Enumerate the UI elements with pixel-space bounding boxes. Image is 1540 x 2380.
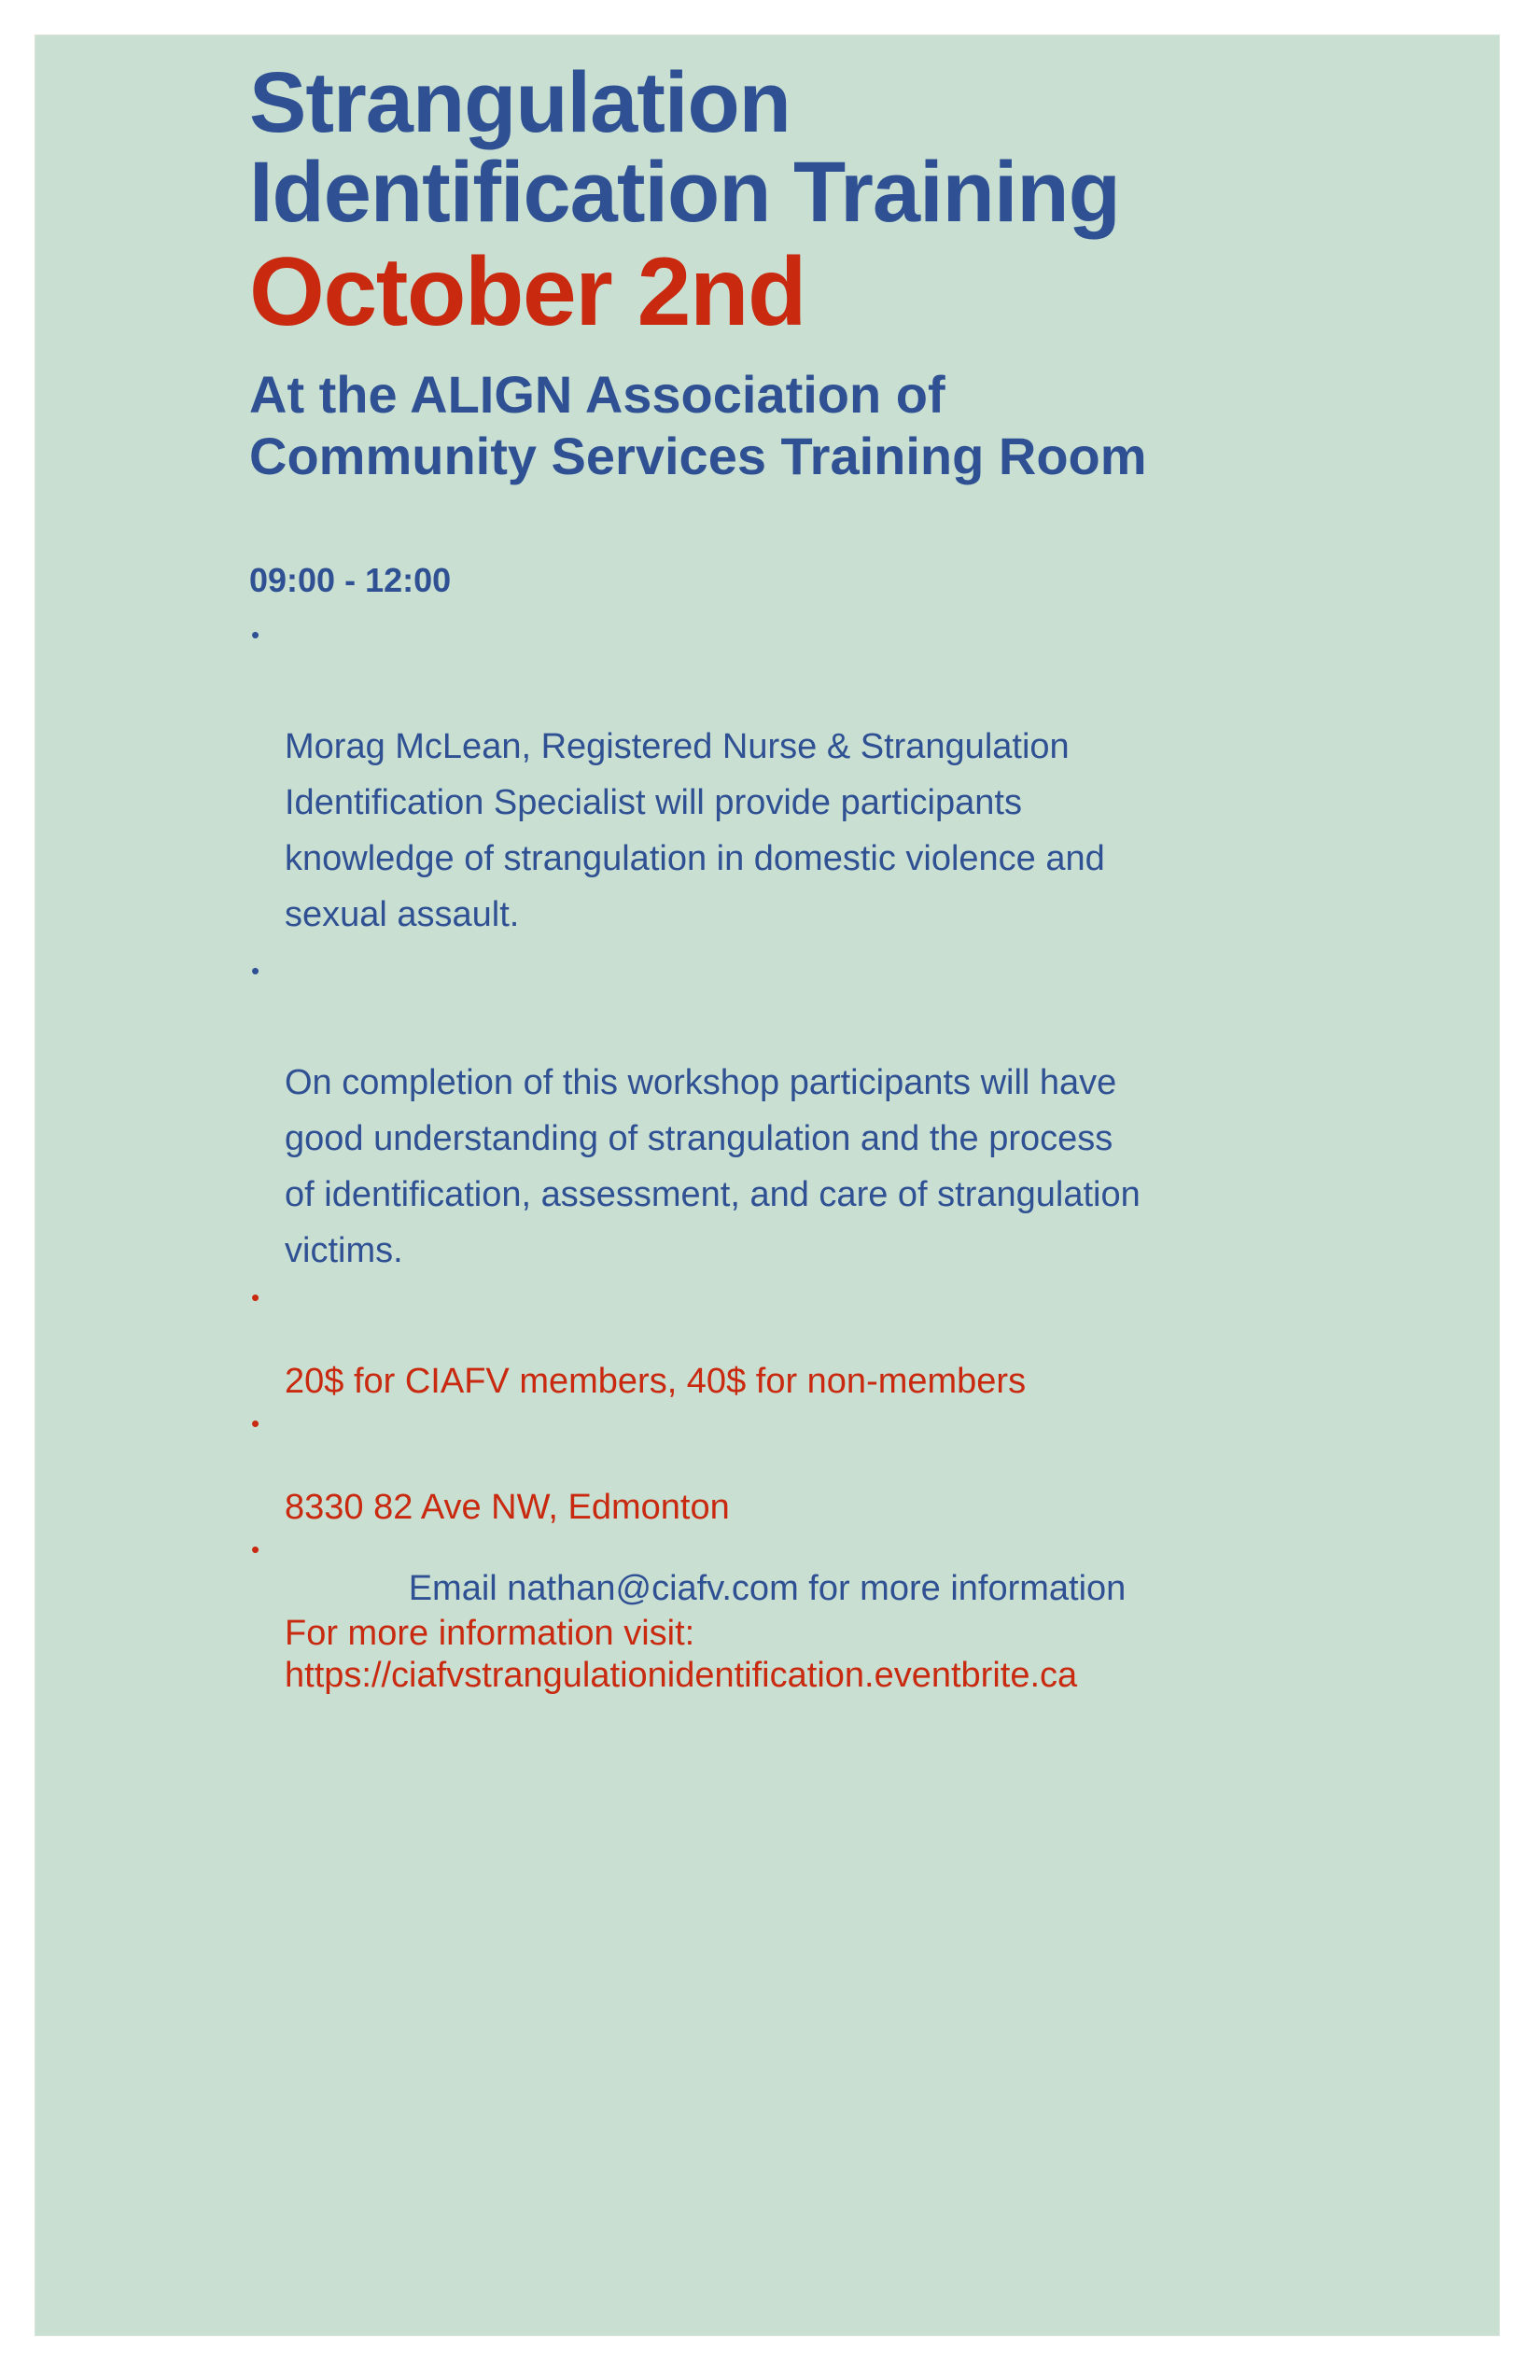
price-text: 20$ for CIAFV members, 40$ for non-members <box>285 1362 1027 1401</box>
event-time: 09:00 - 12:00 <box>249 561 452 599</box>
list-item <box>249 607 1276 943</box>
bullet-icon: • <box>251 1409 260 1437</box>
event-title: Strangulation Identification Training <box>249 55 1120 240</box>
list-item <box>249 1403 1323 1529</box>
bullet-icon: • <box>251 957 260 985</box>
detail-text: On completion of this workshop participants will have good understanding of strangulation and the process of identification, assessment, and care of strangulation victims. <box>285 1063 1141 1270</box>
workshop-details-list <box>249 607 1276 1279</box>
bullet-icon: • <box>251 621 260 649</box>
bullet-icon: • <box>251 1535 260 1563</box>
poster-page <box>35 35 1500 2336</box>
bullet-icon: • <box>251 1283 260 1311</box>
detail-text: Morag McLean, Registered Nurse & Strangulation Identification Specialist will provide participants knowledge of strangulation in domestic violence and sexual assault. <box>285 727 1105 934</box>
list-item <box>249 1529 1323 1697</box>
list-item <box>249 1277 1323 1403</box>
address-text: 8330 82 Ave NW, Edmonton <box>285 1488 730 1527</box>
list-item <box>249 943 1276 1279</box>
event-info-list <box>249 1277 1323 1697</box>
event-date: October 2nd <box>249 238 806 346</box>
contact-email[interactable]: Email nathan@ciafv.com for more information <box>408 1569 1127 1608</box>
more-info-link[interactable]: For more information visit: https://ciafvstrangulationidentification.eventbrite.ca <box>285 1614 1078 1695</box>
event-venue: At the ALIGN Association of Community Services Training Room <box>249 365 1147 485</box>
